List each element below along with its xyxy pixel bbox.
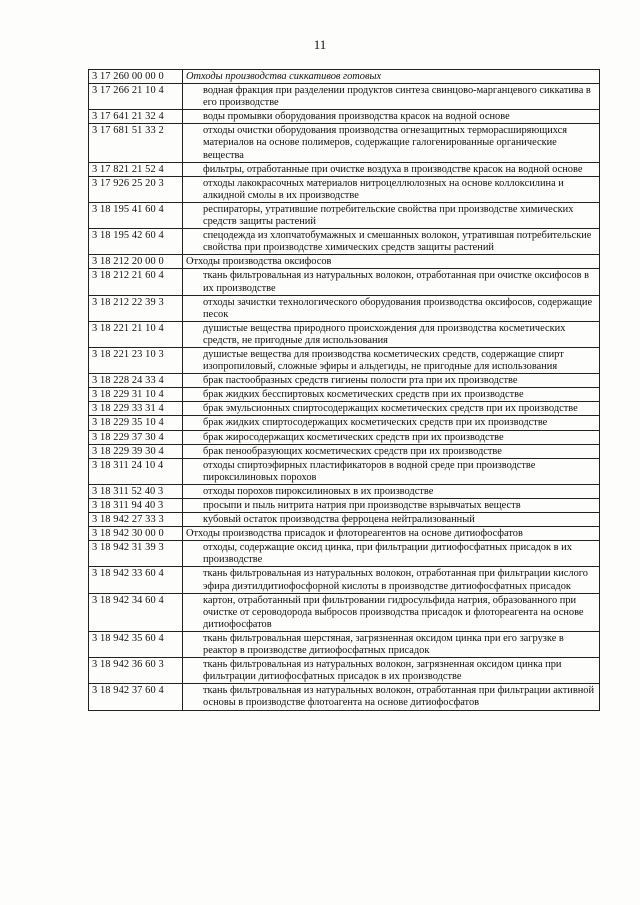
waste-code: 3 18 221 21 10 4	[89, 321, 183, 347]
table-body	[89, 70, 600, 711]
table-row	[89, 444, 600, 458]
waste-code: 3 17 641 21 32 4	[89, 110, 183, 124]
waste-code: 3 17 260 00 00 0	[89, 70, 183, 84]
waste-code: 3 17 266 21 10 4	[89, 84, 183, 110]
waste-description: ткань фильтровальная из натуральных волокон, отработанная при фильтрации кислого эфира диэтилдитиофосфорной кислоты в производстве дитиофосфатных присадок	[183, 567, 600, 593]
table-row	[89, 162, 600, 176]
table-row	[89, 176, 600, 202]
waste-code: 3 18 212 20 00 0	[89, 255, 183, 269]
waste-code: 3 18 195 42 60 4	[89, 229, 183, 255]
table-row	[89, 347, 600, 373]
waste-description: брак жидких бесспиртовых косметических средств при их производстве	[183, 388, 600, 402]
waste-description: душистые вещества для производства косметических средств, содержащие спирт изопропиловый, сложные эфиры и альдегиды, не пригодные для использования	[183, 347, 600, 373]
table-row	[89, 402, 600, 416]
waste-description: водная фракция при разделении продуктов синтеза свинцово-марганцевого сиккатива в его производстве	[183, 84, 600, 110]
waste-code: 3 18 311 24 10 4	[89, 458, 183, 484]
table-row	[89, 295, 600, 321]
waste-code: 3 18 942 34 60 4	[89, 593, 183, 631]
waste-code: 3 18 229 37 30 4	[89, 430, 183, 444]
page-number: 11	[313, 37, 327, 52]
table-row	[89, 374, 600, 388]
waste-code: 3 18 311 52 40 3	[89, 484, 183, 498]
table-row	[89, 567, 600, 593]
waste-codes-table	[88, 69, 600, 711]
waste-description: ткань фильтровальная из натуральных волокон, отработанная при очистке оксифосов в их производстве	[183, 269, 600, 295]
waste-description: душистые вещества природного происхождения для производства косметических средств, не пригодные для использования	[183, 321, 600, 347]
table-row	[89, 658, 600, 684]
table-row	[89, 513, 600, 527]
table-row	[89, 499, 600, 513]
waste-code: 3 18 942 31 39 3	[89, 541, 183, 567]
waste-description: брак пенообразующих косметических средств при их производстве	[183, 444, 600, 458]
waste-description: брак пастообразных средств гигиены полости рта при их производстве	[183, 374, 600, 388]
waste-code: 3 17 681 51 33 2	[89, 124, 183, 162]
table-row	[89, 110, 600, 124]
waste-description: воды промывки оборудования производства красок на водной основе	[183, 110, 600, 124]
table-row	[89, 631, 600, 657]
group-title: Отходы производства оксифосов	[183, 255, 600, 269]
waste-description: ткань фильтровальная из натуральных волокон, отработанная при фильтрации активной основы в производстве флотоагента на основе дитиофосфатов	[183, 684, 600, 710]
waste-description: спецодежда из хлопчатобумажных и смешанных волокон, утратившая потребительские свойства при производстве химических средств защиты растений	[183, 229, 600, 255]
waste-code: 3 18 212 21 60 4	[89, 269, 183, 295]
waste-description: кубовый остаток производства ферроцена нейтрализованный	[183, 513, 600, 527]
waste-code: 3 18 942 37 60 4	[89, 684, 183, 710]
waste-code: 3 18 212 22 39 3	[89, 295, 183, 321]
table-row	[89, 229, 600, 255]
waste-description: ткань фильтровальная из натуральных волокон, загрязненная оксидом цинка при фильтрации дитиофосфатных присадок в их производстве	[183, 658, 600, 684]
waste-description: картон, отработанный при фильтровании гидросульфида натрия, образованного при очистке от сероводорода выбросов производства присадок и флотореагента на основе дитиофосфатов	[183, 593, 600, 631]
table-row	[89, 684, 600, 710]
waste-code: 3 17 926 25 20 3	[89, 176, 183, 202]
table-row	[89, 541, 600, 567]
waste-code: 3 18 311 94 40 3	[89, 499, 183, 513]
table-row	[89, 430, 600, 444]
table-row	[89, 269, 600, 295]
table-row	[89, 484, 600, 498]
waste-description: отходы зачистки технологического оборудования производства оксифосов, содержащие песок	[183, 295, 600, 321]
waste-code: 3 18 942 30 00 0	[89, 527, 183, 541]
table-row	[89, 593, 600, 631]
waste-code: 3 18 221 23 10 3	[89, 347, 183, 373]
waste-description: просыпи и пыль нитрита натрия при производстве взрывчатых веществ	[183, 499, 600, 513]
waste-code: 3 18 942 27 33 3	[89, 513, 183, 527]
waste-code: 3 18 228 24 33 4	[89, 374, 183, 388]
waste-description: фильтры, отработанные при очистке воздуха в производстве красок на водной основе	[183, 162, 600, 176]
waste-code: 3 18 195 41 60 4	[89, 202, 183, 228]
group-title: Отходы производства присадок и флотореагентов на основе дитиофосфатов	[183, 527, 600, 541]
table-row	[89, 388, 600, 402]
waste-code: 3 17 821 21 52 4	[89, 162, 183, 176]
waste-description: отходы лакокрасочных материалов нитроцеллюлозных на основе коллоксилина и алкидной смолы в их производстве	[183, 176, 600, 202]
table-row	[89, 202, 600, 228]
table-row	[89, 84, 600, 110]
waste-code: 3 18 229 33 31 4	[89, 402, 183, 416]
waste-description: отходы спиртоэфирных пластификаторов в водной среде при производстве пироксилиновых порохов	[183, 458, 600, 484]
waste-code: 3 18 942 36 60 3	[89, 658, 183, 684]
waste-code: 3 18 942 33 60 4	[89, 567, 183, 593]
waste-description: респираторы, утратившие потребительские свойства при производстве химических средств защиты растений	[183, 202, 600, 228]
waste-description: брак эмульсионных спиртосодержащих косметических средств при их производстве	[183, 402, 600, 416]
waste-description: брак жидких спиртосодержащих косметических средств при их производстве	[183, 416, 600, 430]
waste-description: отходы, содержащие оксид цинка, при фильтрации дитиофосфатных присадок в их производстве	[183, 541, 600, 567]
waste-description: брак жиросодержащих косметических средств при их производстве	[183, 430, 600, 444]
waste-description: отходы очистки оборудования производства огнезащитных терморасширяющихся материалов на основе полимеров, содержащие галогенированные органические вещества	[183, 124, 600, 162]
table-row	[89, 321, 600, 347]
table-row-group	[89, 70, 600, 84]
table-row	[89, 124, 600, 162]
waste-code: 3 18 229 39 30 4	[89, 444, 183, 458]
waste-code: 3 18 229 35 10 4	[89, 416, 183, 430]
table-row-group	[89, 255, 600, 269]
group-title: Отходы производства сиккативов готовых	[183, 70, 600, 84]
waste-code: 3 18 229 31 10 4	[89, 388, 183, 402]
waste-code: 3 18 942 35 60 4	[89, 631, 183, 657]
waste-description: отходы порохов пироксилиновых в их производстве	[183, 484, 600, 498]
table-row-group	[89, 527, 600, 541]
waste-description: ткань фильтровальная шерстяная, загрязненная оксидом цинка при его загрузке в реактор в производстве дитиофосфатных присадок	[183, 631, 600, 657]
table-row	[89, 458, 600, 484]
table-row	[89, 416, 600, 430]
